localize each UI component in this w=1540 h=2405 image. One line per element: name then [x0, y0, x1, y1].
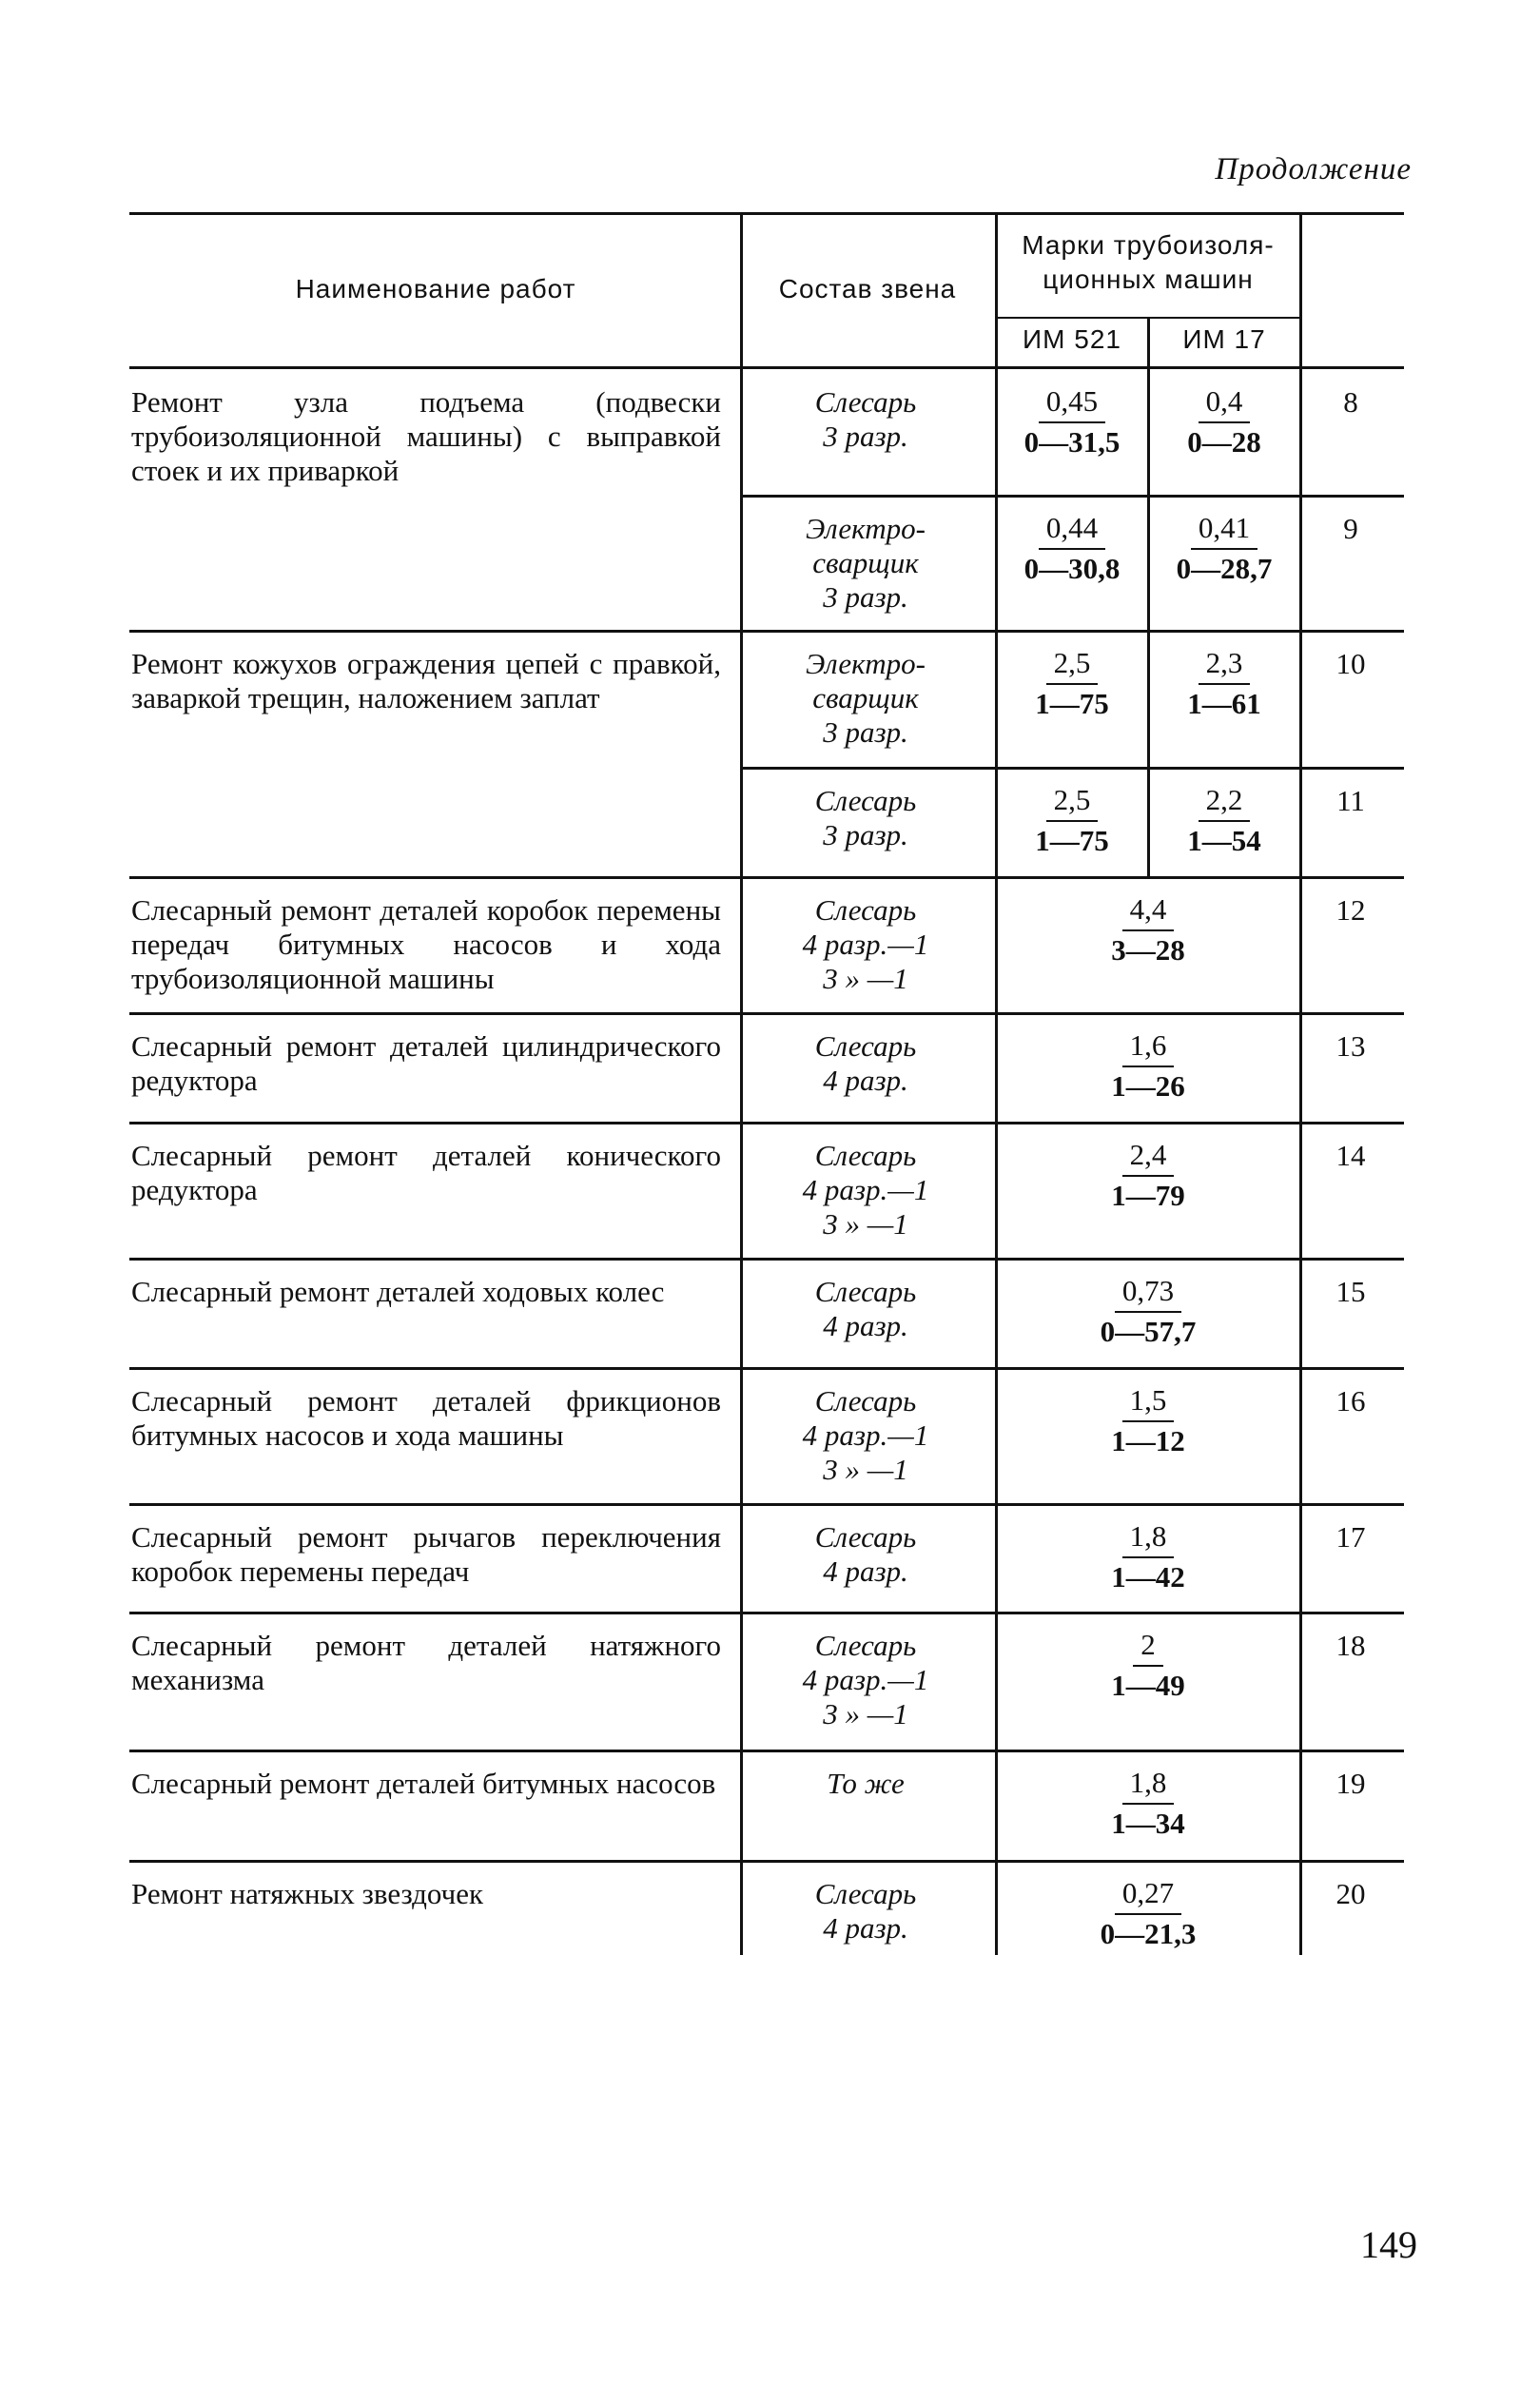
column-divider [1299, 1860, 1302, 1955]
crew-composition: Слесарь 4 разр. [814, 1029, 917, 1097]
row-number: 18 [1335, 1629, 1366, 1662]
norm-value-numerator: 1,8 [1122, 1765, 1175, 1805]
norm-im17-denominator: 1—54 [1187, 824, 1261, 857]
norm-value [997, 1765, 1299, 1843]
norm-value [997, 1137, 1299, 1215]
norm-im17-numerator: 0,4 [1199, 383, 1251, 423]
row-separator [129, 1367, 1404, 1370]
norm-value-denominator: 1—79 [1111, 1179, 1185, 1212]
norm-value-denominator: 1—26 [1111, 1069, 1185, 1103]
work-name: Слесарный ремонт деталей битумных насосов [131, 1767, 716, 1800]
norm-value-numerator: 1,5 [1122, 1382, 1175, 1422]
crew-composition: Слесарь 4 разр.—1 3 » —1 [802, 1629, 929, 1730]
column-divider [1299, 1122, 1302, 1258]
column-divider [740, 1367, 743, 1503]
header-bottom-rule [129, 366, 1404, 369]
norm-im521-numerator: 2,5 [1046, 645, 1099, 685]
norm-value-denominator: 1—12 [1111, 1424, 1185, 1457]
norm-value [997, 1875, 1299, 1953]
norm-im17 [1149, 383, 1299, 461]
page-number: 149 [1360, 2223, 1417, 2266]
row-number: 13 [1335, 1029, 1366, 1063]
norm-value [997, 1382, 1299, 1460]
column-divider [1299, 630, 1302, 767]
crew-composition: Слесарь 3 разр. [814, 385, 917, 453]
column-divider [740, 1258, 743, 1367]
norm-im17 [1149, 510, 1299, 588]
column-divider [740, 1750, 743, 1860]
norm-value-numerator: 0,27 [1115, 1875, 1181, 1915]
header-model-im17: ИМ 17 [1182, 324, 1266, 354]
row-separator [129, 1750, 1404, 1752]
work-name: Ремонт натяжных звездочек [131, 1877, 484, 1910]
column-divider [1299, 876, 1302, 1012]
norm-im17-numerator: 2,3 [1199, 645, 1251, 685]
column-divider [740, 630, 743, 767]
column-divider [740, 368, 743, 495]
norm-im17-numerator: 2,2 [1199, 782, 1251, 822]
norm-value-denominator: 0—21,3 [1100, 1917, 1197, 1950]
crew-composition: Слесарь 4 разр. [814, 1877, 917, 1945]
norm-im17-denominator: 0—28,7 [1176, 552, 1273, 585]
row-separator [129, 630, 1404, 633]
column-divider [1299, 1367, 1302, 1503]
row-number: 12 [1335, 893, 1366, 927]
header-machines: Марки трубоизоля- ционных машин [1022, 230, 1275, 294]
norm-im521-numerator: 0,44 [1039, 510, 1105, 550]
crew-composition: То же [827, 1767, 905, 1800]
column-divider [1299, 1258, 1302, 1367]
norm-im17-denominator: 0—28 [1187, 425, 1261, 459]
column-divider [740, 1503, 743, 1612]
row-number: 16 [1335, 1384, 1366, 1418]
table-top-rule [129, 212, 1404, 215]
norm-im521-denominator: 0—31,5 [1023, 425, 1121, 459]
norm-value-numerator: 1,8 [1122, 1518, 1175, 1558]
row-number: 15 [1335, 1275, 1366, 1308]
column-divider [740, 767, 743, 876]
row-separator [129, 1012, 1404, 1015]
norm-value-numerator: 1,6 [1122, 1027, 1175, 1067]
work-name: Слесарный ремонт деталей натяжного механизма [131, 1629, 721, 1696]
norm-value-numerator: 0,73 [1115, 1273, 1181, 1313]
norm-value [997, 1027, 1299, 1105]
row-separator [740, 767, 1404, 770]
column-divider [740, 1860, 743, 1955]
row-separator [129, 1258, 1404, 1261]
norm-value-numerator: 4,4 [1122, 891, 1175, 931]
work-name: Слесарный ремонт деталей цилиндрического редуктора [131, 1029, 721, 1097]
work-name: Слесарный ремонт деталей ходовых колес [131, 1275, 665, 1308]
column-divider [1299, 1612, 1302, 1750]
norm-value-numerator: 2 [1133, 1627, 1163, 1667]
norm-im17-denominator: 1—61 [1187, 687, 1261, 720]
norm-im521 [997, 510, 1147, 588]
norm-value-denominator: 1—34 [1111, 1807, 1185, 1840]
row-separator [129, 1860, 1404, 1863]
norm-value-numerator: 2,4 [1122, 1137, 1175, 1177]
column-divider [1299, 1750, 1302, 1860]
column-divider [1299, 495, 1302, 630]
row-number: 8 [1343, 385, 1358, 419]
norm-value [997, 891, 1299, 969]
row-separator [129, 876, 1404, 879]
row-separator [129, 1612, 1404, 1614]
norm-im521-denominator: 0—30,8 [1023, 552, 1121, 585]
work-name: Слесарный ремонт деталей конического редуктора [131, 1139, 721, 1206]
column-divider [740, 1122, 743, 1258]
work-name: Слесарный ремонт деталей коробок перемены передач битумных насосов и хода трубоизоляционной машины [131, 893, 721, 995]
row-separator [129, 1503, 1404, 1506]
crew-composition: Слесарь 4 разр. [814, 1275, 917, 1342]
column-divider [740, 495, 743, 630]
row-number: 10 [1335, 647, 1366, 680]
norm-value-denominator: 3—28 [1111, 933, 1185, 967]
crew-composition: Электро- сварщик 3 разр. [806, 647, 926, 749]
norm-im17-numerator: 0,41 [1191, 510, 1257, 550]
crew-composition: Слесарь 4 разр.—1 3 » —1 [802, 1384, 929, 1486]
column-divider [1299, 1503, 1302, 1612]
row-separator [129, 1122, 1404, 1124]
norm-im521-numerator: 0,45 [1039, 383, 1105, 423]
row-number: 19 [1335, 1767, 1366, 1800]
work-name: Ремонт кожухов ограждения цепей с правкой, заваркой трещин, наложением заплат [131, 647, 721, 714]
row-number: 20 [1335, 1877, 1366, 1910]
row-number: 14 [1335, 1139, 1366, 1172]
work-name: Ремонт узла подъема (подвески трубоизоляционной машины) с выправкой стоек и их приваркой [131, 385, 721, 487]
norm-im521 [997, 645, 1147, 723]
norm-im521 [997, 782, 1147, 860]
norm-value [997, 1627, 1299, 1705]
norm-value [997, 1273, 1299, 1351]
crew-composition: Слесарь 4 разр. [814, 1520, 917, 1588]
crew-composition: Слесарь 3 разр. [814, 784, 917, 851]
header-divider-machines [1299, 213, 1302, 367]
crew-composition: Электро- сварщик 3 разр. [806, 512, 926, 614]
work-name: Слесарный ремонт рычагов переключения коробок перемены передач [131, 1520, 721, 1588]
norm-im521 [997, 383, 1147, 461]
crew-composition: Слесарь 4 разр.—1 3 » —1 [802, 893, 929, 995]
continuation-label: Продолжение [1215, 152, 1412, 186]
column-divider [740, 1612, 743, 1750]
norm-im521-denominator: 1—75 [1035, 687, 1109, 720]
row-separator [740, 495, 1404, 498]
column-divider [740, 1012, 743, 1122]
norm-value [997, 1518, 1299, 1596]
norm-im17 [1149, 645, 1299, 723]
column-divider [1299, 1012, 1302, 1122]
row-number: 17 [1335, 1520, 1366, 1554]
row-number: 11 [1336, 784, 1365, 817]
crew-composition: Слесарь 4 разр.—1 3 » —1 [802, 1139, 929, 1241]
header-crew: Состав звена [778, 274, 957, 303]
header-work: Наименование работ [295, 274, 576, 303]
norm-im521-numerator: 2,5 [1046, 782, 1099, 822]
norm-value-denominator: 0—57,7 [1100, 1315, 1197, 1348]
column-divider [1299, 368, 1302, 495]
header-model-im521: ИМ 521 [1023, 324, 1121, 354]
work-name: Слесарный ремонт деталей фрикционов битумных насосов и хода машины [131, 1384, 721, 1452]
column-divider [740, 876, 743, 1012]
norm-im17 [1149, 782, 1299, 860]
norm-value-denominator: 1—42 [1111, 1560, 1185, 1594]
row-number: 9 [1343, 512, 1358, 545]
column-divider [1299, 767, 1302, 876]
norm-im521-denominator: 1—75 [1035, 824, 1109, 857]
norm-value-denominator: 1—49 [1111, 1669, 1185, 1702]
